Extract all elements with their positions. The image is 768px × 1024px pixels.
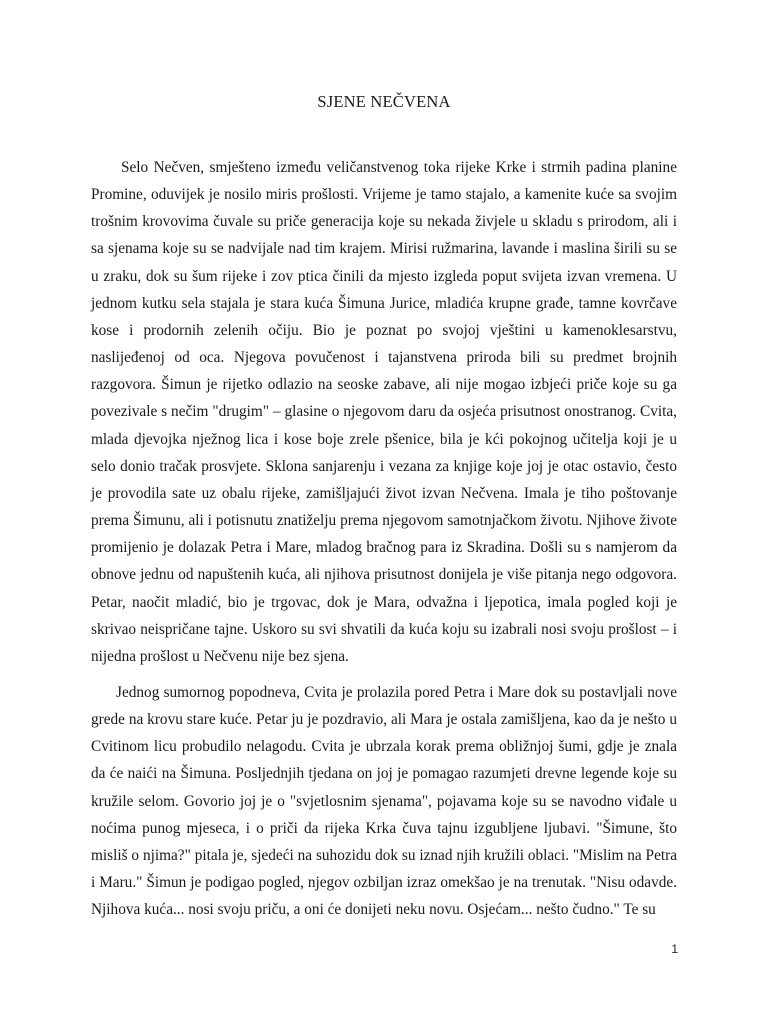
- paragraph-1: Selo Nečven, smješteno između veličanstvenog toka rijeke Krke i strmih padina planine Promine, oduvijek je nosilo miris prošlosti. Vrijeme je tamo stajalo, a kamenite kuće sa svojim trošnim krovovima čuvale su priče generacija koje su nekada živjele u skladu s prirodom, ali i sa sjenama koje su se nadvijale nad tim krajem. Mirisi ružmarina, lavande i maslina širili su se u zraku, dok su šum rijeke i zov ptica činili da mjesto izgleda poput svijeta izvan vremena. U jednom kutku sela stajala je stara kuća Šimuna Jurice, mladića krupne građe, tamne kovrčave kose i prodornih zelenih očiju. Bio je poznat po svojoj vještini u kamenoklesarstvu, naslijeđenoj od oca. Njegova povučenost i tajanstvena priroda bili su predmet brojnih razgovora. Šimun je rijetko odlazio na seoske zabave, ali nije mogao izbjeći priče koje su ga povezivale s nečim "drugim" – glasine o njegovom daru da osjeća prisutnost onostranog. Cvita, mlada djevojka nježnog lica i kose boje zrele pšenice, bila je kći pokojnog učitelja koji je u selo donio tračak prosvjete. Sklona sanjarenju i vezana za knjige koje joj je otac ostavio, često je provodila sate uz obalu rijeke, zamišljajući život izvan Nečvena. Imala je tiho poštovanje prema Šimunu, ali i potisnutu znatiželju prema njegovom samotnjačkom životu. Njihove živote promijenio je dolazak Petra i Mare, mladog bračnog para iz Skradina. Došli su s namjerom da obnove jednu od napuštenih kuća, ali njihova prisutnost donijela je više pitanja nego odgovora. Petar, naočit mladić, bio je trgovac, dok je Mara, odvažna i ljepotica, imala pogled koji je skrivao neispričane tajne. Uskoro su svi shvatili da kuća koju su izabrali nosi svoju prošlost – i nijedna prošlost u Nečvenu nije bez sjena.: [91, 159, 677, 665]
- document-body: [91, 154, 677, 932]
- document-title: SJENE NEČVENA: [317, 92, 451, 111]
- page-number: 1: [671, 942, 678, 956]
- paragraph-2: Jednog sumornog popodneva, Cvita je prolazila pored Petra i Mare dok su postavljali nove grede na krovu stare kuće. Petar ju je pozdravio, ali Mara je ostala zamišljena, kao da je nešto u Cvitinom licu probudilo nelagodu. Cvita je ubrzala korak prema obližnjoj šumi, gdje je znala da će naići na Šimuna. Posljednjih tjedana on joj je pomagao razumjeti drevne legende koje su kružile selom. Govorio joj je o "svjetlosnim sjenama", pojavama koje su se navodno viđale u noćima punog mjeseca, i o priči da rijeka Krka čuva tajnu izgubljene ljubavi. "Šimune, što misliš o njima?" pitala je, sjedeći na suhozidu dok su iznad njih kružili oblaci. "Mislim na Petra i Maru." Šimun je podigao pogled, njegov ozbiljan izraz omekšao je na trenutak. "Nisu odavde. Njihova kuća... nosi svoju priču, a oni će donijeti neku novu. Osjećam... nešto čudno." Te su: [91, 683, 677, 919]
